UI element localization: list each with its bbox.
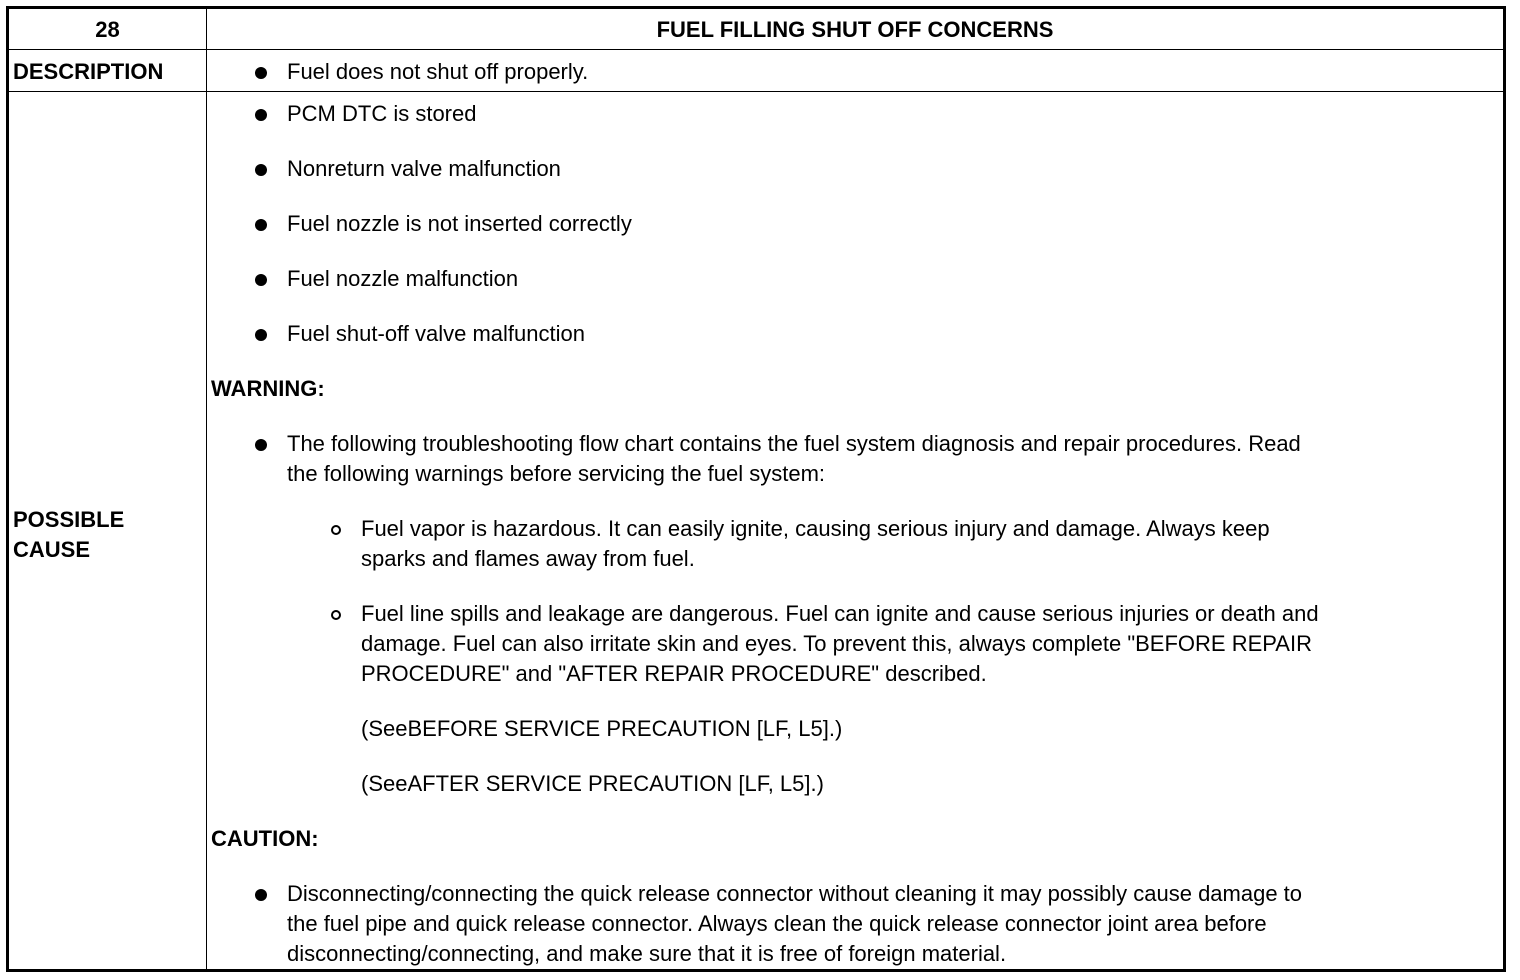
concern-table [6, 6, 1506, 972]
see-after-service-link[interactable]: (SeeAFTER SERVICE PRECAUTION [LF, L5].) [361, 771, 824, 796]
warning-subitem-line: Fuel vapor is hazardous. It can easily ignite, causing serious injury and damage. Always keep [361, 516, 1270, 541]
bullet-icon [255, 274, 267, 286]
bullet-icon [255, 109, 267, 121]
cause-item: Nonreturn valve malfunction [287, 156, 561, 181]
bullet-icon [255, 329, 267, 341]
bullet-icon [255, 889, 267, 901]
warning-subitem-line: sparks and flames away from fuel. [361, 546, 695, 571]
warning-heading: WARNING: [211, 376, 325, 401]
cause-item: Fuel shut-off valve malfunction [287, 321, 585, 346]
header-row-divider [9, 49, 1503, 50]
warning-item-line: The following troubleshooting flow chart contains the fuel system diagnosis and repair procedures. Read [287, 431, 1301, 456]
bullet-icon [255, 219, 267, 231]
description-row-divider [9, 91, 1503, 92]
concern-title: FUEL FILLING SHUT OFF CONCERNS [656, 17, 1054, 42]
bullet-icon [255, 439, 267, 451]
see-before-service-link[interactable]: (SeeBEFORE SERVICE PRECAUTION [LF, L5].) [361, 716, 843, 741]
circle-bullet-icon [331, 525, 341, 535]
possible-cause-label-line2: CAUSE [13, 537, 91, 562]
caution-item-line: the fuel pipe and quick release connector. Always clean the quick release connector joint area before [287, 911, 1267, 936]
description-label: DESCRIPTION [13, 59, 164, 84]
circle-bullet-icon [331, 610, 341, 620]
bullet-icon [255, 67, 267, 79]
column-divider [206, 9, 207, 969]
caution-item-line: disconnecting/connecting, and make sure that it is free of foreign material. [287, 941, 1007, 966]
bullet-icon [255, 164, 267, 176]
concern-number: 28 [95, 17, 120, 42]
caution-item-line: Disconnecting/connecting the quick release connector without cleaning it may possibly cause damage to [287, 881, 1303, 906]
caution-heading: CAUTION: [211, 826, 319, 851]
warning-subitem-line: PROCEDURE" and "AFTER REPAIR PROCEDURE" described. [361, 661, 987, 686]
description-item: Fuel does not shut off properly. [287, 59, 589, 84]
warning-item-line: the following warnings before servicing the fuel system: [287, 461, 826, 486]
cause-item: PCM DTC is stored [287, 101, 477, 126]
warning-subitem-line: Fuel line spills and leakage are dangerous. Fuel can ignite and cause serious injuries or death and [361, 601, 1319, 626]
cause-item: Fuel nozzle is not inserted correctly [287, 211, 632, 236]
cause-item: Fuel nozzle malfunction [287, 266, 519, 291]
possible-cause-label-line1: POSSIBLE [13, 507, 125, 532]
warning-subitem-line: damage. Fuel can also irritate skin and eyes. To prevent this, always complete "BEFORE REPAIR [361, 631, 1312, 656]
